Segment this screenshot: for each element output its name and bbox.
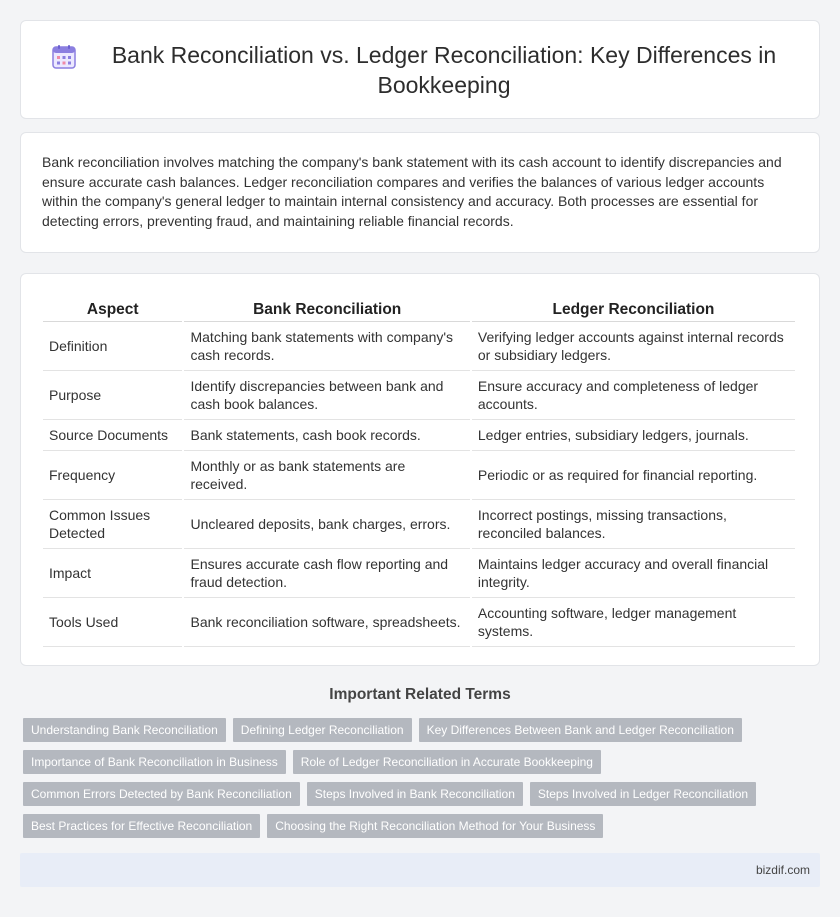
related-term-link[interactable]: Importance of Bank Reconciliation in Business: [23, 750, 286, 774]
related-term-link[interactable]: Role of Ledger Reconciliation in Accurate Bookkeeping: [293, 750, 601, 774]
column-header-ledger-reconciliation: Ledger Reconciliation: [472, 296, 795, 322]
bank-cell: Matching bank statements with company's cash records.: [184, 322, 469, 371]
column-header-bank-reconciliation: Bank Reconciliation: [184, 296, 469, 322]
aspect-cell: Source Documents: [43, 420, 182, 451]
table-row: [43, 371, 795, 420]
ledger-cell: Maintains ledger accuracy and overall financial integrity.: [472, 549, 795, 598]
aspect-cell: Impact: [43, 549, 182, 598]
table-row: [43, 598, 795, 647]
aspect-cell: Frequency: [43, 451, 182, 500]
table-row: [43, 322, 795, 371]
page-title: Bank Reconciliation vs. Ledger Reconciliation: Key Differences in Bookkeeping: [111, 41, 777, 98]
related-terms-title: Important Related Terms: [329, 686, 511, 703]
table-row: [43, 451, 795, 500]
aspect-cell: Common Issues Detected: [43, 500, 182, 549]
related-term-link[interactable]: Best Practices for Effective Reconciliation: [23, 814, 260, 838]
ledger-cell: Ledger entries, subsidiary ledgers, journals.: [472, 420, 795, 451]
comparison-table-card: [20, 273, 820, 666]
related-term-link[interactable]: Choosing the Right Reconciliation Method for Your Business: [267, 814, 603, 838]
bank-cell: Uncleared deposits, bank charges, errors.: [184, 500, 469, 549]
ledger-cell: Verifying ledger accounts against internal records or subsidiary ledgers.: [472, 322, 795, 371]
related-term-link[interactable]: Steps Involved in Bank Reconciliation: [307, 782, 523, 806]
bank-cell: Bank statements, cash book records.: [184, 420, 469, 451]
header-card: [20, 20, 820, 119]
intro-card: [20, 132, 820, 253]
bank-cell: Bank reconciliation software, spreadsheets.: [184, 598, 469, 647]
column-header-aspect: Aspect: [43, 296, 182, 322]
table-row: [43, 549, 795, 598]
related-term-link[interactable]: Understanding Bank Reconciliation: [23, 718, 226, 742]
aspect-cell: Tools Used: [43, 598, 182, 647]
bank-cell: Identify discrepancies between bank and cash book balances.: [184, 371, 469, 420]
related-term-link[interactable]: Steps Involved in Ledger Reconciliation: [530, 782, 756, 806]
table-row: [43, 420, 795, 451]
footer: [20, 853, 820, 887]
ledger-cell: Incorrect postings, missing transactions, reconciled balances.: [472, 500, 795, 549]
comparison-table: [41, 296, 797, 647]
bank-cell: Monthly or as bank statements are received.: [184, 451, 469, 500]
ledger-cell: Periodic or as required for financial reporting.: [472, 451, 795, 500]
footer-site-name[interactable]: bizdif.com: [755, 863, 810, 877]
related-term-link[interactable]: Defining Ledger Reconciliation: [233, 718, 412, 742]
table-header-row: [43, 296, 795, 322]
ledger-cell: Ensure accuracy and completeness of ledger accounts.: [472, 371, 795, 420]
aspect-cell: Definition: [43, 322, 182, 371]
related-term-link[interactable]: Common Errors Detected by Bank Reconciliation: [23, 782, 300, 806]
calendar-icon: [51, 44, 77, 70]
related-terms-list: [23, 718, 823, 846]
table-row: [43, 500, 795, 549]
ledger-cell: Accounting software, ledger management systems.: [472, 598, 795, 647]
related-term-link[interactable]: Key Differences Between Bank and Ledger Reconciliation: [419, 718, 742, 742]
bank-cell: Ensures accurate cash flow reporting and fraud detection.: [184, 549, 469, 598]
intro-text: Bank reconciliation involves matching the company's bank statement with its cash account to identify discrepancies and ensure accurate cash balances. Ledger reconciliation compares and verifies the balances of various ledger accounts within the company's general ledger to maintain internal consistency and accuracy. Both processes are essential for detecting errors, preventing fraud, and maintaining reliable financial records.: [42, 154, 782, 229]
aspect-cell: Purpose: [43, 371, 182, 420]
